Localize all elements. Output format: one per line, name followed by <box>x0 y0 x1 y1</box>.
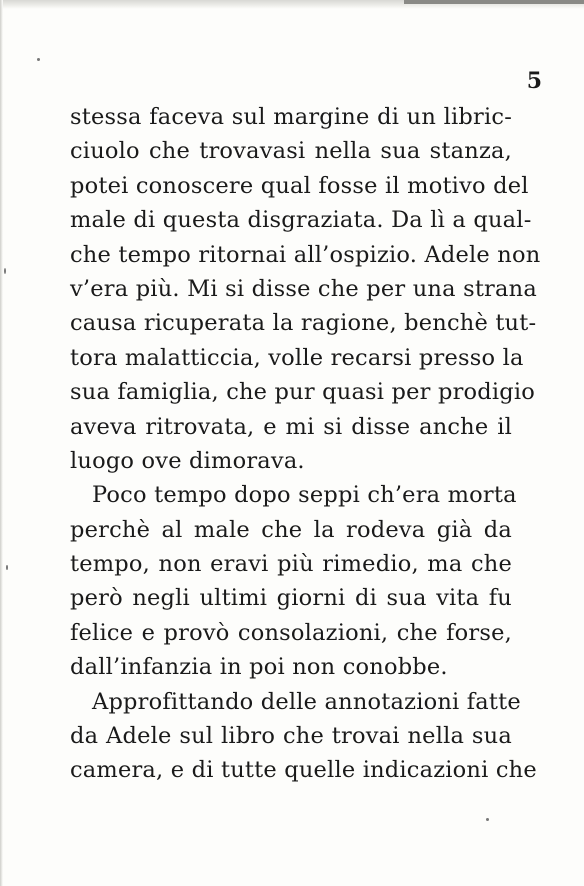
page-left-edge <box>0 0 3 886</box>
text-line: dall’infanzia in poi non conobbe. <box>70 654 448 681</box>
page-number: 5 <box>526 68 542 94</box>
text-line: v’era più. Mi si disse che per una strana <box>70 275 537 302</box>
text-line: aveva ritrovata, e mi si disse anche il <box>70 413 512 440</box>
text-line: tora malatticcia, volle recarsi presso la <box>70 344 524 371</box>
text-line: che tempo ritornai all’ospizio. Adele non <box>70 241 541 268</box>
body-text <box>70 100 541 788</box>
paper-speck <box>37 58 40 61</box>
text-line: felice e provò consolazioni, che forse, <box>70 619 512 646</box>
paper-speck <box>6 565 8 570</box>
text-line: potei conoscere qual fosse il motivo del <box>70 172 529 199</box>
text-line: male di questa disgraziata. Da lì a qual- <box>70 207 532 234</box>
text-line: luogo ove dimorava. <box>70 447 305 474</box>
page-top-edge-shadow <box>404 0 584 4</box>
text-line: stessa faceva sul margine di un libric- <box>70 104 512 130</box>
text-line: tempo, non eravi più rimedio, ma che <box>70 551 512 578</box>
text-line: Approfittando delle annotazioni fatte <box>92 688 521 715</box>
paper-speck <box>486 818 489 821</box>
paper-speck <box>4 268 6 274</box>
text-line: causa ricuperata la ragione, benchè tut- <box>70 310 537 337</box>
text-line: Poco tempo dopo seppi ch’era morta <box>92 482 517 509</box>
text-line: però negli ultimi giorni di sua vita fu <box>70 585 512 612</box>
text-line: camera, e di tutte quelle indicazioni che <box>70 757 537 784</box>
text-line: da Adele sul libro che trovai nella sua <box>70 723 512 750</box>
text-line: sua famiglia, che pur quasi per prodigio <box>70 379 536 406</box>
text-line: perchè al male che la rodeva già da <box>70 516 512 543</box>
text-line: ciuolo che trovavasi nella sua stanza, <box>70 138 512 165</box>
